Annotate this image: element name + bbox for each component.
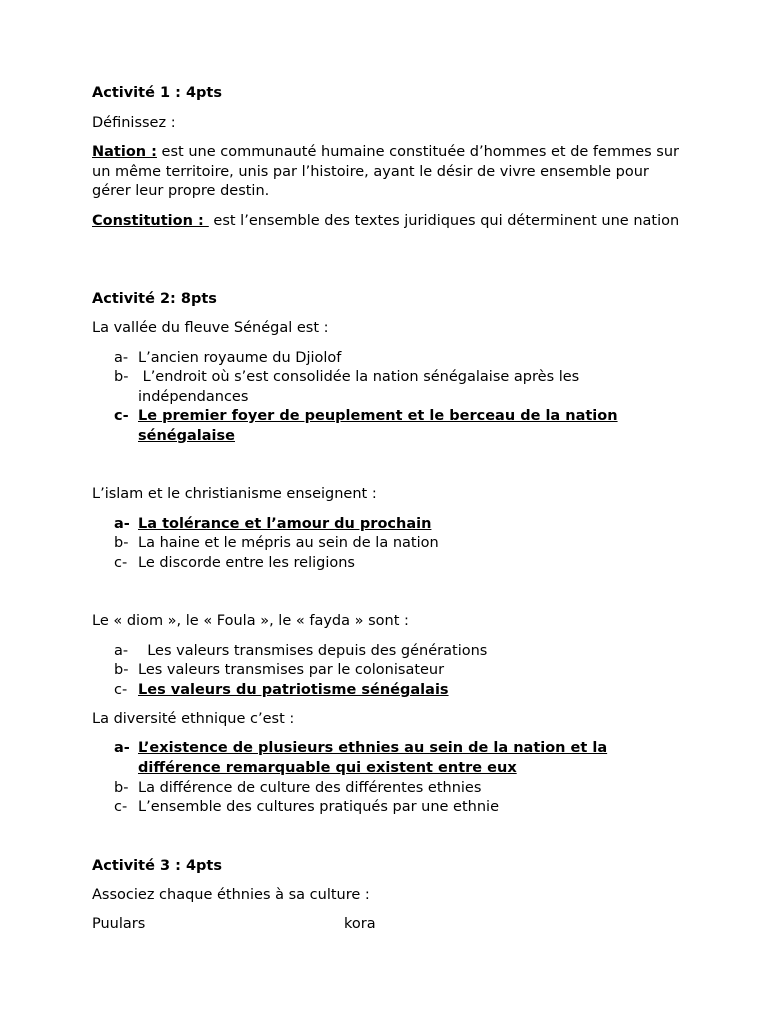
option-text: La différence de culture des différentes ethnies (138, 780, 482, 796)
option-text: L’endroit où s’est consolidée la nation sénégalaise après les indépendances (138, 369, 584, 405)
option-marker: b- (114, 780, 129, 796)
q4-option-b (114, 779, 684, 799)
q4-option-c (114, 798, 684, 818)
option-marker: c- (114, 682, 128, 698)
option-marker: a- (114, 516, 130, 532)
option-marker: b- (114, 369, 129, 385)
activity-2-title: Activité 2: 8pts (92, 291, 217, 307)
option-text: Les valeurs du patriotisme sénégalais (138, 682, 449, 698)
option-text: La haine et le mépris au sein de la nation (138, 535, 439, 551)
q3-option-c-answer (114, 681, 684, 701)
option-marker: c- (114, 799, 128, 815)
option-marker: a- (114, 350, 129, 366)
q1-option-c-answer (114, 407, 669, 446)
nation-definition (92, 143, 682, 202)
activity-3-title: Activité 3 : 4pts (92, 858, 222, 874)
option-marker: c- (114, 408, 129, 424)
constitution-term: Constitution : (92, 213, 209, 229)
activity-1-title: Activité 1 : 4pts (92, 85, 222, 101)
option-text: L’existence de plusieurs ethnies au sein de la nation et la différence remarquable qui existent entre eux (138, 740, 608, 776)
q4-option-a-answer (114, 739, 674, 778)
option-text: Le discorde entre les religions (138, 555, 355, 571)
option-marker: c- (114, 555, 128, 571)
matching-left: Puulars (92, 916, 146, 932)
option-marker: a- (114, 643, 129, 659)
constitution-definition-text: est l’ensemble des textes juridiques qui déterminent une nation (208, 213, 680, 229)
q2-option-b (114, 534, 684, 554)
option-text: La tolérance et l’amour du prochain (138, 516, 432, 532)
option-text: L’ensemble des cultures pratiqués par une ethnie (138, 799, 499, 815)
q1-option-b (114, 368, 684, 407)
matching-row (92, 915, 682, 935)
option-marker: b- (114, 535, 129, 551)
q4-question: La diversité ethnique c’est : (92, 711, 295, 727)
activity-1-instruction: Définissez : (92, 115, 176, 131)
q3-option-b (114, 661, 684, 681)
q2-option-a-answer (114, 515, 684, 535)
q1-option-a (114, 349, 684, 369)
constitution-definition (92, 212, 682, 232)
nation-term: Nation : (92, 144, 157, 160)
q1-question: La vallée du fleuve Sénégal est : (92, 320, 329, 336)
option-marker: b- (114, 662, 129, 678)
q3-question: Le « diom », le « Foula », le « fayda » sont : (92, 613, 409, 629)
option-text: Les valeurs transmises depuis des générations (138, 643, 488, 659)
q3-option-a (114, 642, 684, 662)
nation-definition-text: est une communauté humaine constituée d’hommes et de femmes sur un même territoire, unis par l’histoire, ayant le désir de vivre ensemble pour gérer leur propre destin. (92, 144, 679, 199)
option-text: L’ancien royaume du Djiolof (138, 350, 342, 366)
option-text: Les valeurs transmises par le colonisateur (138, 662, 445, 678)
option-marker: a- (114, 740, 130, 756)
option-text: Le premier foyer de peuplement et le berceau de la nation sénégalaise (138, 408, 618, 444)
q2-question: L’islam et le christianisme enseignent : (92, 486, 377, 502)
q2-option-c (114, 554, 684, 574)
matching-right: kora (344, 916, 376, 932)
activity-3-instruction: Associez chaque éthnies à sa culture : (92, 887, 370, 903)
